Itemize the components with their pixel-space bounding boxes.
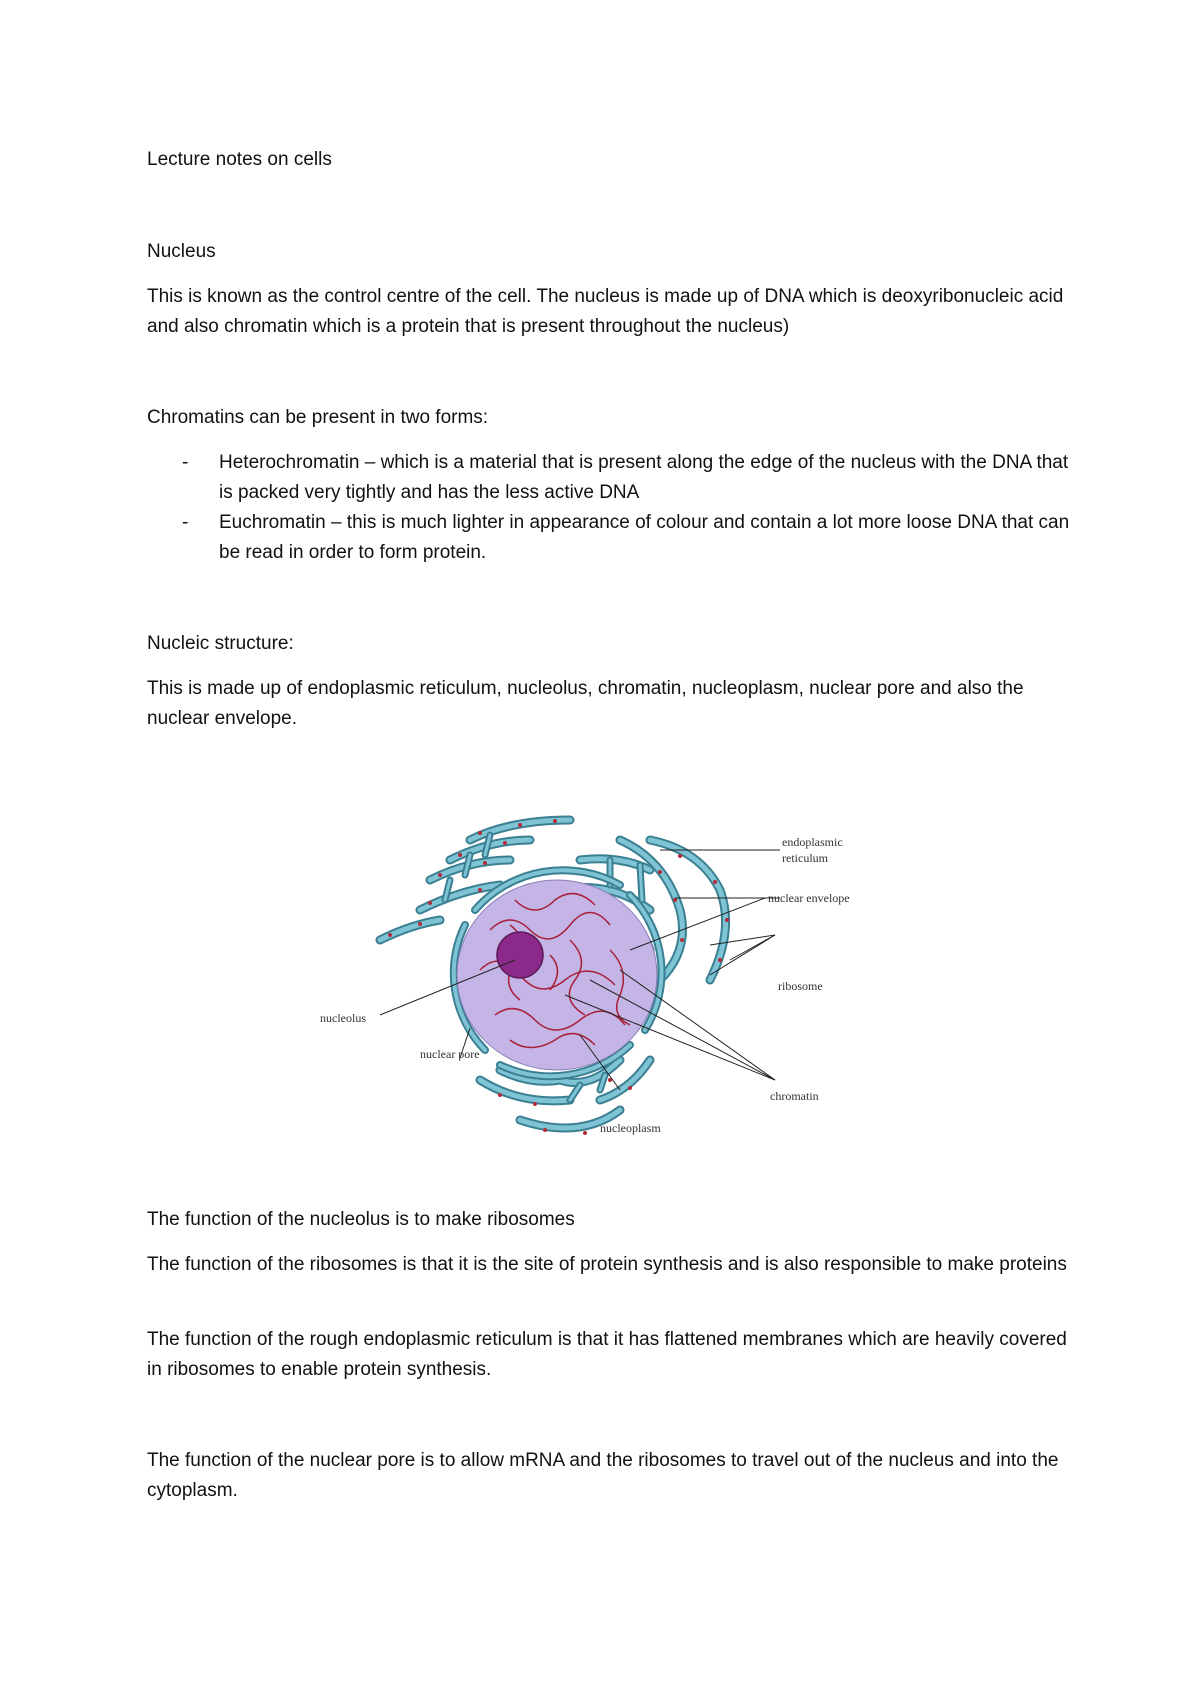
label-nucleolus: nucleolus <box>320 1011 366 1025</box>
chromatin-forms-list <box>147 448 1077 568</box>
document-title: Lecture notes on cells <box>147 149 332 170</box>
label-endoplasmic: endoplasmic <box>782 835 843 849</box>
list-item <box>147 448 1077 508</box>
nucleus-heading: Nucleus <box>147 241 216 262</box>
nucleolus <box>497 932 543 978</box>
label-nuclear-pore: nuclear pore <box>420 1047 480 1061</box>
label-chromatin: chromatin <box>770 1089 819 1103</box>
function-nucleolus: The function of the nucleolus is to make ribosomes <box>147 1209 575 1230</box>
label-nucleoplasm: nucleoplasm <box>600 1121 661 1135</box>
nucleus-diagram-svg <box>320 800 880 1150</box>
bullet-text-euchromatin: Euchromatin – this is much lighter in appearance of colour and contain a lot more loose DNA that can be read in order to form protein. <box>219 512 1070 563</box>
list-item <box>147 508 1077 568</box>
structure-paragraph: This is made up of endoplasmic reticulum, nucleolus, chromatin, nucleoplasm, nuclear pore and also the nuclear envelope. <box>147 678 1024 729</box>
function-rer: The function of the rough endoplasmic reticulum is that it has flattened membranes which are heavily covered in ribosomes to enable protein synthesis. <box>147 1329 1067 1380</box>
chromatins-intro: Chromatins can be present in two forms: <box>147 407 489 428</box>
bullet-dash: - <box>182 512 189 533</box>
nucleus-diagram <box>320 800 880 1150</box>
structure-heading: Nucleic structure: <box>147 633 294 654</box>
function-nuclear-pore: The function of the nuclear pore is to allow mRNA and the ribosomes to travel out of the nucleus and into the cytoplasm. <box>147 1450 1059 1501</box>
label-nuclear-envelope: nuclear envelope <box>768 891 850 905</box>
label-ribosome: ribosome <box>778 979 823 993</box>
bullet-text-heterochromatin: Heterochromatin – which is a material that is present along the edge of the nucleus with the DNA that is packed very tightly and has the less active DNA <box>219 452 1069 503</box>
label-reticulum: reticulum <box>782 851 828 865</box>
nucleus-paragraph: This is known as the control centre of the cell. The nucleus is made up of DNA which is deoxyribonucleic acid and also chromatin which is a protein that is present throughout the nucleus) <box>147 286 1064 337</box>
function-ribosomes: The function of the ribosomes is that it is the site of protein synthesis and is also responsible to make proteins <box>147 1254 1067 1275</box>
bullet-dash: - <box>182 452 189 473</box>
